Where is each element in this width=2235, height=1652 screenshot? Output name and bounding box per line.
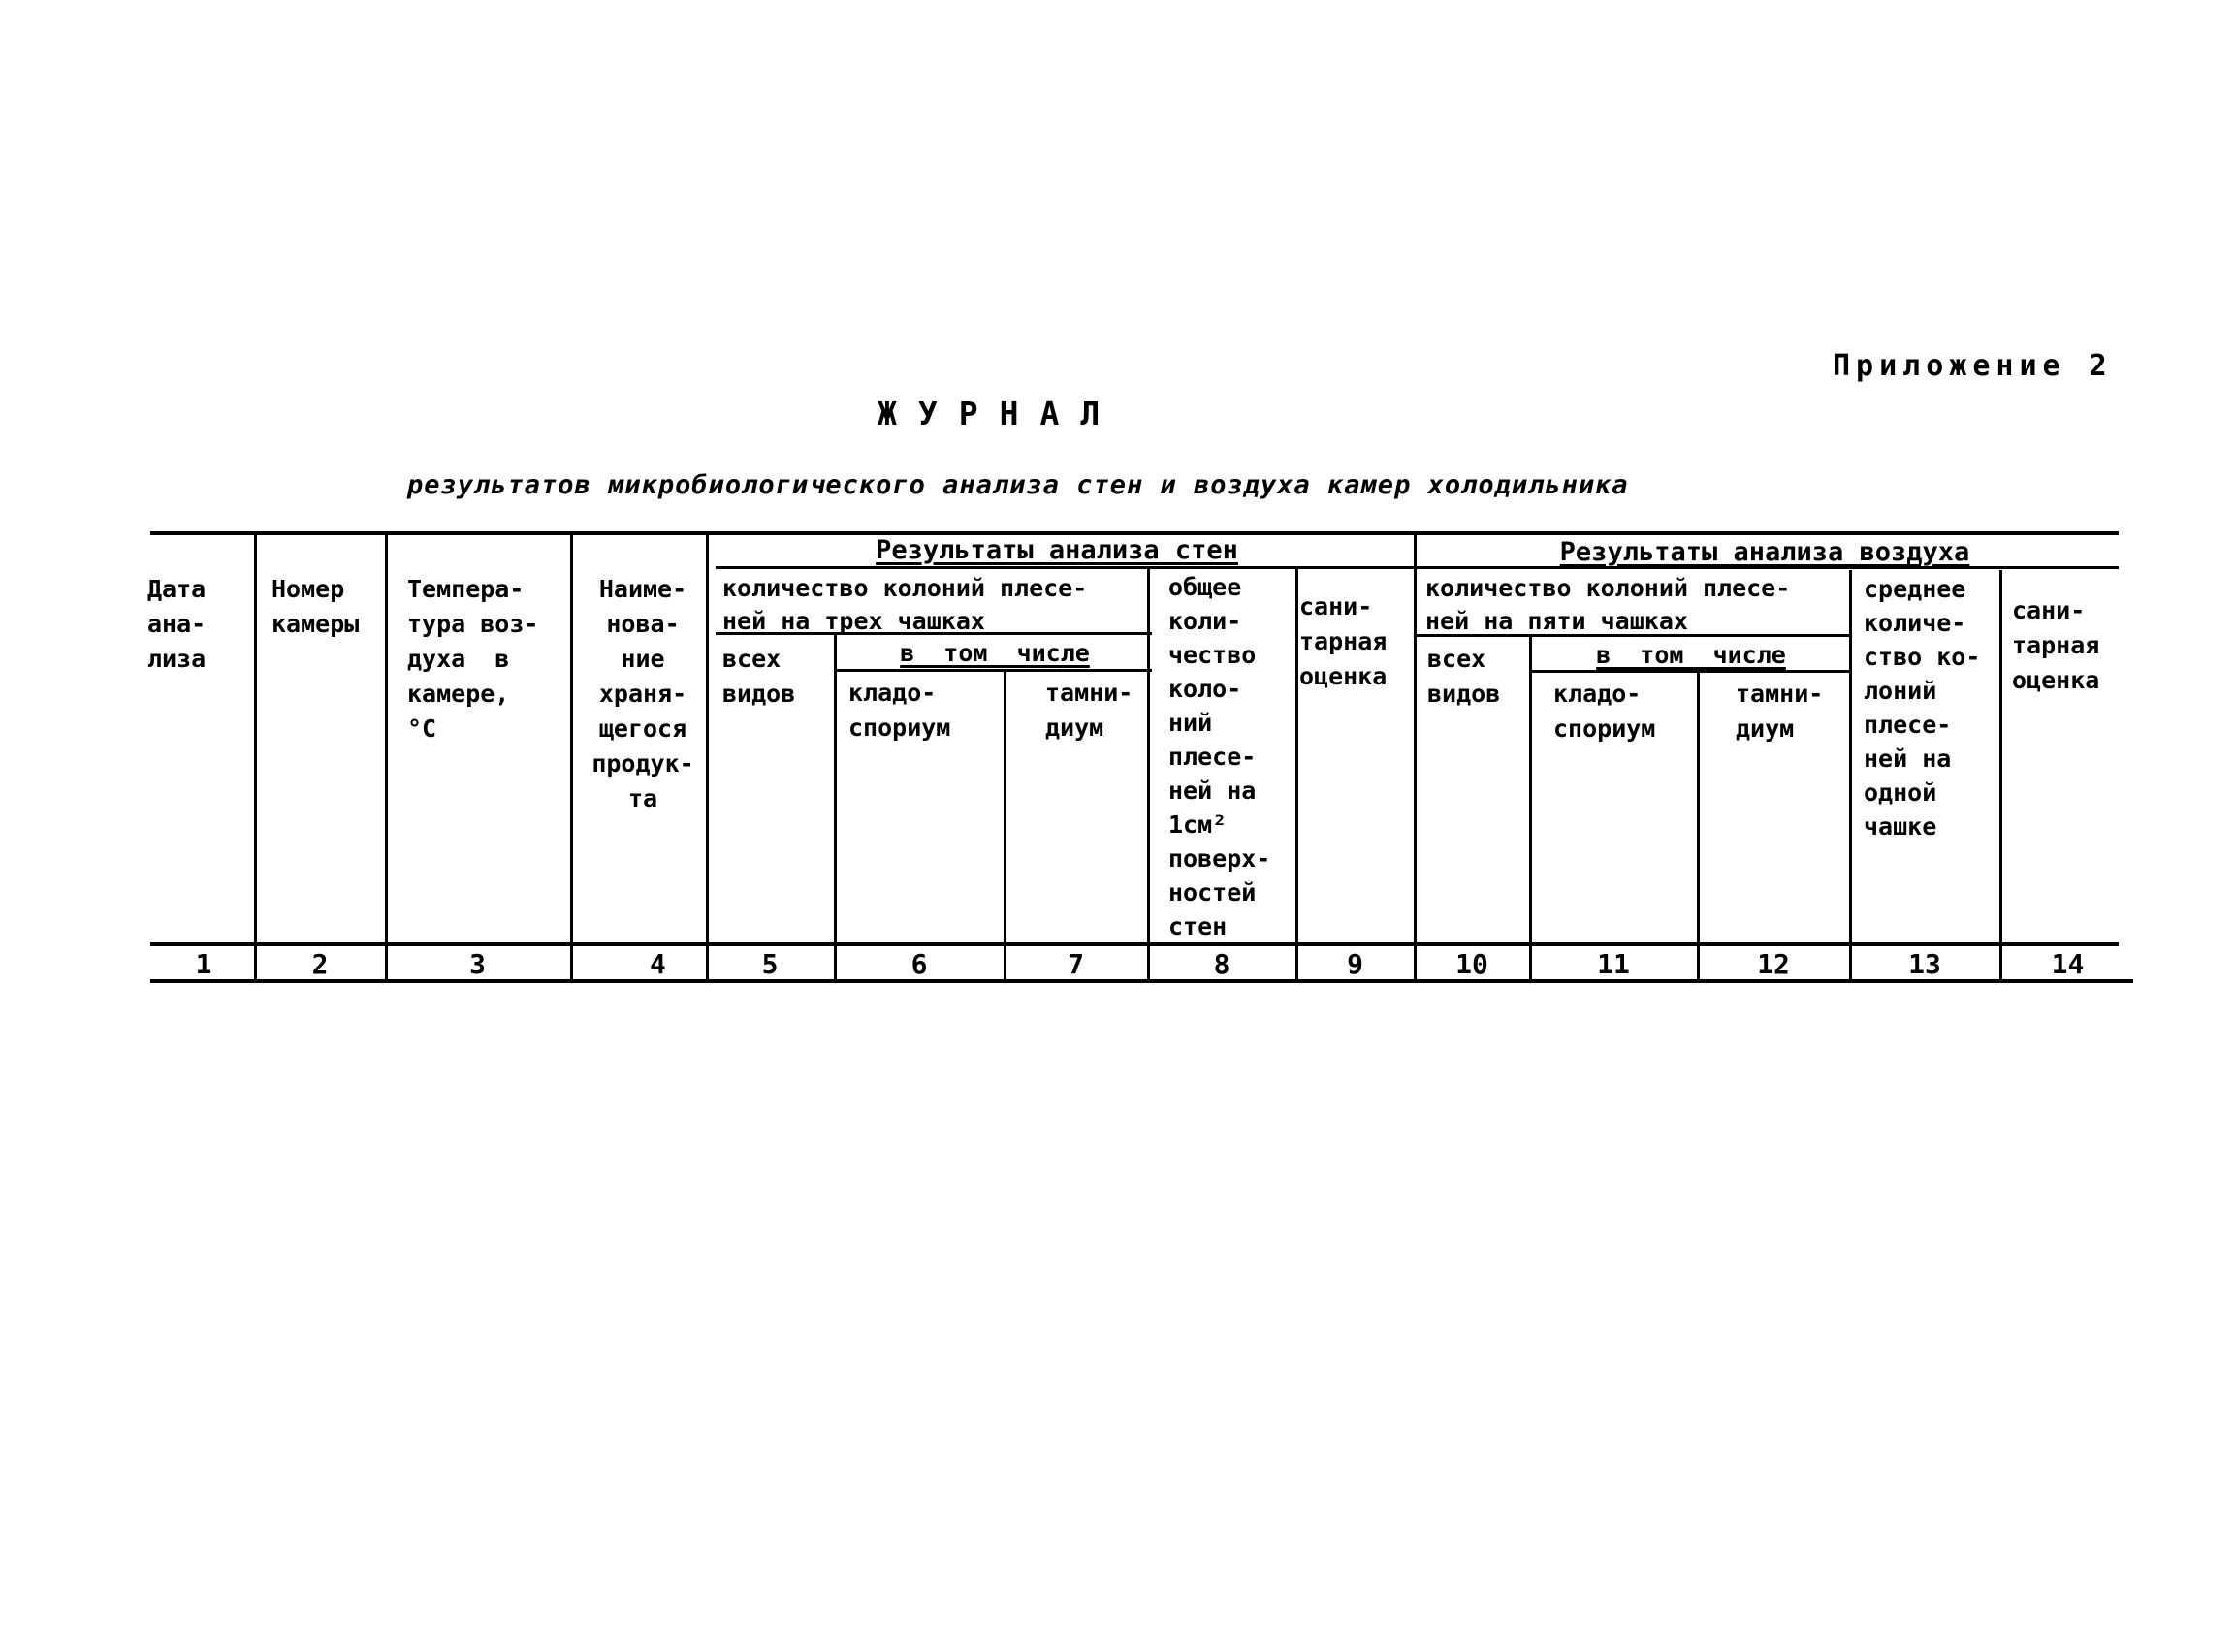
header-air-thamnidium: тамни- диум [1736, 680, 1824, 743]
header-walls-sanitary: сани- тарная оценка [1299, 592, 1388, 690]
header-chamber-number: Номер камеры [271, 575, 360, 638]
header-walls-cladosporium: кладо- спориум [848, 679, 951, 742]
column-number: 7 [1068, 948, 1084, 980]
header-walls-including: в том числе [900, 639, 1090, 667]
header-air-including: в том числе [1596, 641, 1786, 669]
column-number: 13 [1908, 948, 1941, 980]
column-number: 12 [1757, 948, 1790, 980]
header-air-sanitary: сани- тарная оценка [2012, 596, 2100, 694]
header-product-name: Наиме- нова- ние храня- щегося продук- та [591, 575, 694, 812]
col-divider-9 [1414, 531, 1417, 981]
header-air-cladosporium: кладо- спориум [1553, 680, 1656, 743]
col-divider-10 [1529, 636, 1532, 981]
header-analysis-date: Дата ана- лиза [147, 575, 207, 673]
col-divider-13 [1999, 570, 2002, 981]
header-air-colonies: количество колоний плесе- ней на пяти чашках [1425, 574, 1791, 635]
col-divider-4 [706, 531, 709, 981]
header-walls-group: Результаты анализа стен [876, 535, 1238, 565]
header-walls-all-species: всех видов [722, 645, 796, 708]
header-walls-total-per-cm2: общее коли- чество коло- ний плесе- ней на 1см² поверх- ностей стен [1168, 573, 1271, 940]
header-air-average-per-dish: среднее количе- ство ко- лоний плесе- ней на одной чашке [1864, 575, 1981, 841]
header-air-group: Результаты анализа воздуха [1559, 537, 1970, 567]
col-divider-6 [1004, 669, 1006, 981]
column-number: 8 [1213, 948, 1230, 980]
col-divider-2 [385, 531, 388, 981]
col-divider-5 [834, 632, 837, 981]
column-number: 2 [311, 948, 329, 980]
column-number: 5 [761, 948, 779, 980]
column-number: 3 [469, 948, 486, 980]
header-air-all-species: всех видов [1427, 645, 1501, 708]
col-divider-1 [254, 531, 257, 981]
header-air-temperature: Темпера- тура воз- духа в камере, °C [407, 575, 539, 743]
col-divider-12 [1849, 570, 1852, 981]
header-walls-colonies: количество колоний плесе- ней на трех чашках [722, 574, 1088, 635]
journal-title: ЖУРНАЛ [878, 395, 1122, 432]
col-divider-11 [1697, 670, 1700, 981]
column-number: 1 [195, 948, 212, 980]
col-divider-7 [1147, 568, 1150, 981]
column-number: 6 [910, 948, 928, 980]
column-number: 9 [1347, 948, 1363, 980]
appendix-label: Приложение 2 [1833, 349, 2113, 383]
column-number: 4 [650, 948, 666, 980]
header-walls-thamnidium: тамни- диум [1045, 679, 1133, 742]
col-divider-8 [1295, 568, 1298, 981]
journal-subtitle: результатов микробиологического анализа стен и воздуха камер холодильника [407, 470, 1629, 500]
column-number: 14 [2051, 948, 2085, 980]
column-number: 10 [1455, 948, 1488, 980]
col-divider-3 [570, 531, 573, 981]
column-number: 11 [1597, 948, 1630, 980]
header-bottom-rule [150, 942, 2119, 946]
